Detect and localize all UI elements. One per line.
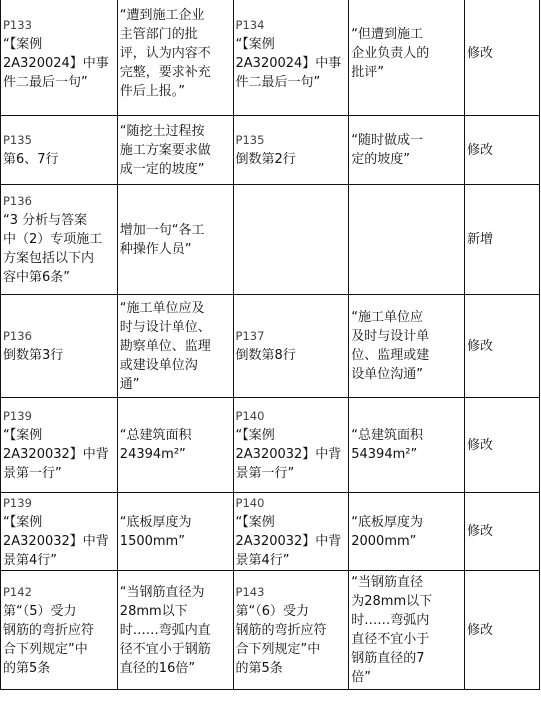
cell-line: 倒数第3行 — [3, 348, 64, 363]
cell-line: 2A320032】中背 — [235, 447, 342, 462]
cell-line: P139 — [3, 495, 32, 510]
cell-line: 1500mm” — [119, 533, 185, 549]
change-type-label: 修改 — [466, 524, 493, 539]
cell-line: 28mm以下 — [119, 603, 188, 619]
cell-line: 倍” — [351, 670, 371, 685]
cell-line: “但遭到施工 — [351, 27, 423, 42]
cell-line: “【案例 — [3, 428, 43, 443]
cell-line: 的第5条 — [235, 660, 283, 676]
change-type-cell — [464, 571, 539, 690]
original-text-cell — [117, 571, 233, 690]
original-location-cell — [1, 185, 118, 295]
cell-line: 及时与设计单 — [351, 329, 430, 344]
cell-line: 直径不宜小于 — [351, 632, 430, 647]
original-location-cell — [1, 398, 118, 493]
cell-line: P136 — [3, 194, 32, 208]
cell-line: 合下列规定”中 — [235, 641, 321, 657]
cell-line: P143 — [235, 584, 265, 599]
change-type-label: 修改 — [466, 142, 493, 158]
revised-location-cell — [233, 185, 349, 295]
revised-text-cell — [349, 571, 465, 690]
original-text-cell — [117, 185, 233, 295]
cell-line: 施工方案要求做 — [119, 142, 211, 158]
revised-location-cell — [233, 0, 349, 116]
cell-line: 评，认为内容不 — [119, 46, 211, 61]
original-location-cell — [1, 571, 118, 690]
cell-line: 的第5条 — [3, 660, 51, 676]
cell-line: 时与设计单位、 — [119, 319, 211, 335]
revised-location-cell — [233, 571, 349, 690]
cell-line: 2A320032】中背 — [3, 533, 109, 549]
cell-line: 位、监理或建 — [351, 348, 430, 363]
change-type-label: 修改 — [466, 338, 493, 354]
cell-line: “总建筑面积 — [351, 428, 423, 443]
change-type-cell — [464, 493, 539, 571]
cell-line: “遭到施工企业 — [119, 8, 205, 23]
cell-line: 倒数第2行 — [235, 152, 296, 167]
original-text-cell — [117, 493, 233, 571]
change-type-cell — [464, 295, 539, 398]
cell-line: “3 分析与答案 — [3, 213, 88, 228]
cell-line: 第“（6）受力 — [235, 603, 310, 619]
cell-line: 为28mm以下 — [351, 594, 433, 609]
revised-text-cell — [349, 493, 465, 571]
cell-line: 景第一行” — [3, 466, 62, 481]
revised-text-cell — [349, 185, 465, 295]
cell-line: P139 — [3, 409, 32, 423]
revised-location-cell — [233, 116, 349, 185]
cell-line: 件后上报。” — [119, 84, 186, 99]
table-row — [1, 398, 540, 493]
cell-line: “当钢筋直径 — [351, 575, 423, 590]
cell-line: P140 — [235, 495, 265, 510]
revised-text-cell — [349, 398, 465, 493]
cell-line: “当钢筋直径为 — [119, 584, 205, 600]
cell-line: 第“（5）受力 — [3, 603, 77, 619]
cell-line: P142 — [3, 584, 32, 599]
revised-text-cell — [349, 295, 465, 398]
cell-line: P140 — [235, 409, 265, 423]
cell-line: 钢筋的弯折应符 — [3, 622, 95, 638]
cell-line: 2A320032】中背 — [3, 447, 109, 462]
table-row — [1, 185, 540, 295]
cell-line: P137 — [235, 329, 265, 343]
cell-line: 设单位沟通” — [351, 367, 423, 382]
revised-location-cell — [233, 295, 349, 398]
cell-line: 时……弯弧内直 — [119, 622, 211, 638]
original-text-cell — [117, 116, 233, 185]
cell-line: “【案例 — [235, 514, 275, 530]
cell-line: “底板厚度为 — [119, 514, 192, 530]
cell-line: 批评” — [351, 65, 384, 80]
revised-text-cell — [349, 116, 465, 185]
cell-line: 容中第6条” — [3, 270, 71, 285]
cell-line: 2A320024】中事 — [235, 55, 342, 71]
cell-line: 件二最后一句” — [3, 74, 88, 90]
cell-line: 景第一行” — [235, 466, 295, 481]
cell-line: “随时做成一 — [351, 133, 423, 148]
cell-line: “总建筑面积 — [119, 428, 192, 443]
cell-line: 合下列规定”中 — [3, 641, 88, 657]
cell-line: P136 — [3, 329, 32, 343]
original-location-cell — [1, 116, 118, 185]
cell-line: 第6、7行 — [3, 152, 59, 167]
cell-line: 景第4行” — [3, 552, 58, 568]
cell-line: 种操作人员” — [119, 241, 192, 257]
change-type-cell — [464, 116, 539, 185]
cell-line: P135 — [3, 133, 32, 147]
cell-line: 54394m²” — [351, 447, 418, 462]
cell-line: 2A320032】中背 — [235, 533, 342, 549]
cell-line: “【案例 — [235, 36, 275, 52]
cell-line: 钢筋的弯折应符 — [235, 622, 327, 638]
original-location-cell — [1, 295, 118, 398]
cell-line: 定的坡度” — [351, 152, 410, 167]
revised-text-cell — [349, 0, 465, 116]
change-type-label: 修改 — [466, 622, 493, 638]
cell-line: 完整，要求补充 — [119, 65, 211, 80]
cell-line: “随挖土过程按 — [119, 123, 205, 139]
cell-line: 企业负责人的 — [351, 46, 430, 61]
change-type-label: 新增 — [466, 232, 493, 247]
table-row — [1, 571, 540, 690]
cell-line: 径不宜小于钢筋 — [119, 641, 211, 657]
table-row — [1, 295, 540, 398]
change-type-label: 修改 — [466, 437, 493, 453]
original-location-cell — [1, 493, 118, 571]
revised-location-cell — [233, 398, 349, 493]
cell-line: 时……弯弧内 — [351, 613, 430, 628]
revision-table-body — [1, 0, 540, 690]
cell-line: 钢筋直径的7 — [351, 651, 425, 666]
cell-line: 景第4行” — [235, 552, 290, 568]
original-location-cell — [1, 0, 118, 116]
cell-line: P134 — [235, 17, 265, 32]
table-row — [1, 0, 540, 116]
cell-line: P135 — [235, 133, 265, 147]
cell-line: 件二最后一句” — [235, 74, 321, 90]
cell-line: “【案例 — [3, 36, 43, 52]
cell-line: 成一定的坡度” — [119, 161, 205, 177]
cell-line: “底板厚度为 — [351, 514, 423, 530]
cell-line: 2000mm” — [351, 533, 417, 549]
cell-line: 2A320024】中事 — [3, 55, 109, 71]
cell-line: 24394m²” — [119, 447, 186, 462]
cell-line: 方案包括以下内 — [3, 251, 95, 266]
cell-line: 倒数第8行 — [235, 348, 296, 363]
change-type-label: 修改 — [466, 46, 493, 61]
change-type-cell — [464, 0, 539, 116]
original-text-cell — [117, 0, 233, 116]
cell-line: “【案例 — [235, 428, 275, 443]
original-text-cell — [117, 295, 233, 398]
cell-line: 增加一句“各工 — [119, 222, 205, 238]
cell-line: 主管部门的批 — [119, 27, 198, 42]
original-text-cell — [117, 398, 233, 493]
table-row — [1, 116, 540, 185]
cell-line: 勘察单位、监理 — [119, 338, 211, 354]
change-type-cell — [464, 398, 539, 493]
cell-line: 中（2）专项施工 — [3, 232, 103, 247]
cell-line: “施工单位应 — [351, 310, 423, 325]
cell-line: 通” — [119, 376, 140, 392]
change-type-cell — [464, 185, 539, 295]
cell-line: 或建设单位沟 — [119, 357, 198, 373]
table-row — [1, 493, 540, 571]
cell-line: P133 — [3, 17, 32, 32]
cell-line: “施工单位应及 — [119, 300, 205, 316]
cell-line: 直径的16倍” — [119, 660, 196, 676]
cell-line: “【案例 — [3, 514, 43, 530]
revised-location-cell — [233, 493, 349, 571]
